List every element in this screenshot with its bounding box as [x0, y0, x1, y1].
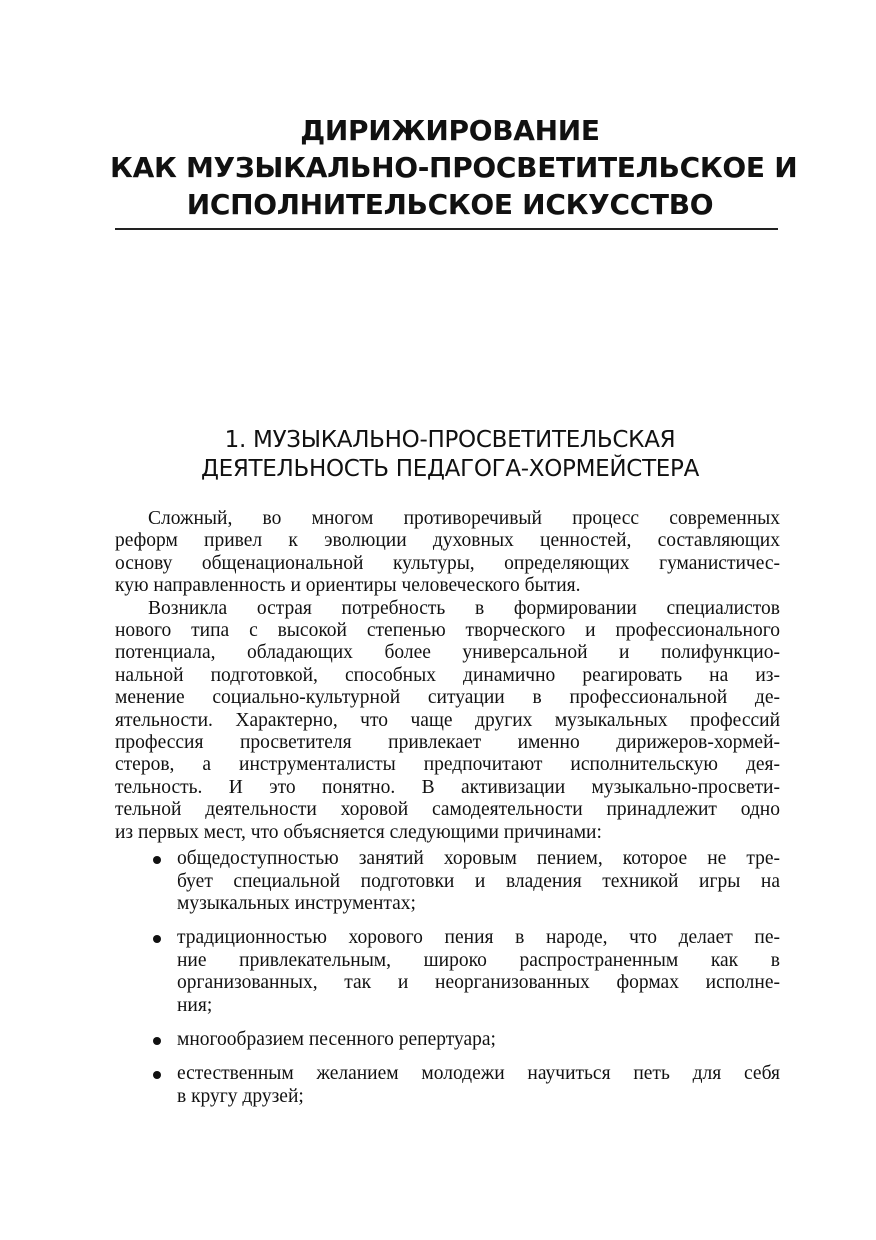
text-line: естественным желанием молодежи научиться петь для себя: [177, 1063, 780, 1085]
text-line: музыкальных инструментах;: [177, 892, 416, 914]
paragraph-2: [115, 598, 780, 844]
text-line: традиционностью хорового пения в народе, что делает пе-: [177, 927, 780, 949]
list-item: [115, 927, 780, 1017]
text-line: Сложный, во многом противоречивый процесс современных: [148, 508, 780, 529]
text-line: ния;: [177, 994, 213, 1016]
text-line: из первых мест, что объясняется следующими причинами:: [115, 821, 602, 843]
chapter-title-line: ИСПОЛНИТЕЛЬСКОЕ ИСКУССТВО: [186, 188, 714, 221]
list-item: [115, 848, 780, 915]
text-line: многообразием песенного репертуара;: [177, 1028, 496, 1050]
text-line: профессия просветителя привлекает именно дирижеров-хормей-: [115, 732, 780, 754]
text-line: основу общенациональной культуры, определяющих гуманистичес-: [115, 552, 780, 574]
bullet-dot-icon: [153, 856, 161, 864]
title-underline-divider: [115, 228, 778, 230]
text-line: реформ привел к эволюции духовных ценностей, составляющих: [115, 530, 780, 552]
chapter-title-line: КАК МУЗЫКАЛЬНО-ПРОСВЕТИТЕЛЬСКОЕ И: [110, 151, 798, 184]
text-line: в кругу друзей;: [177, 1085, 304, 1107]
paragraph-1: [115, 508, 780, 598]
list-item: [115, 1063, 780, 1108]
text-line: Возникла острая потребность в формировании специалистов: [148, 597, 780, 619]
bullet-dot-icon: [153, 935, 161, 943]
text-line: потенциала, обладающих более универсальной и полифункцио-: [115, 642, 780, 664]
section-heading-line: ДЕЯТЕЛЬНОСТЬ ПЕДАГОГА-ХОРМЕЙСТЕРА: [200, 456, 700, 482]
text-line: общедоступностью занятий хоровым пением, которое не тре-: [177, 848, 780, 870]
body-text: [115, 508, 780, 1120]
text-line: тельной деятельности хоровой самодеятельности принадлежит одно: [115, 799, 780, 821]
section-heading-line: 1. МУЗЫКАЛЬНО-ПРОСВЕТИТЕЛЬСКАЯ: [224, 427, 676, 453]
text-line: стеров, а инструменталисты предпочитают исполнительскую дея-: [115, 754, 780, 776]
text-line: нальной подготовкой, способных динамично реагировать на из-: [115, 664, 780, 686]
text-line: бует специальной подготовки и владения техникой игры на: [177, 870, 780, 892]
chapter-title-line: ДИРИЖИРОВАНИЕ: [300, 114, 600, 147]
list-item: [115, 1029, 780, 1051]
text-line: тельность. И это понятно. В активизации музыкально-просвети-: [115, 776, 780, 798]
section-heading: [110, 426, 790, 484]
bullet-dot-icon: [153, 1071, 161, 1079]
text-line: ние привлекательным, широко распространенным как в: [177, 949, 780, 971]
reasons-list: [115, 848, 780, 1108]
text-line: ятельности. Характерно, что чаще других музыкальных профессий: [115, 709, 780, 731]
chapter-title: [110, 112, 798, 223]
text-line: менение социально-культурной ситуации в профессиональной де-: [115, 687, 780, 709]
text-line: кую направленность и ориентиры человеческого бытия.: [115, 575, 581, 597]
bullet-dot-icon: [153, 1037, 161, 1045]
text-line: организованных, так и неорганизованных формах исполне-: [177, 972, 780, 994]
text-line: нового типа с высокой степенью творческого и профессионального: [115, 620, 780, 642]
